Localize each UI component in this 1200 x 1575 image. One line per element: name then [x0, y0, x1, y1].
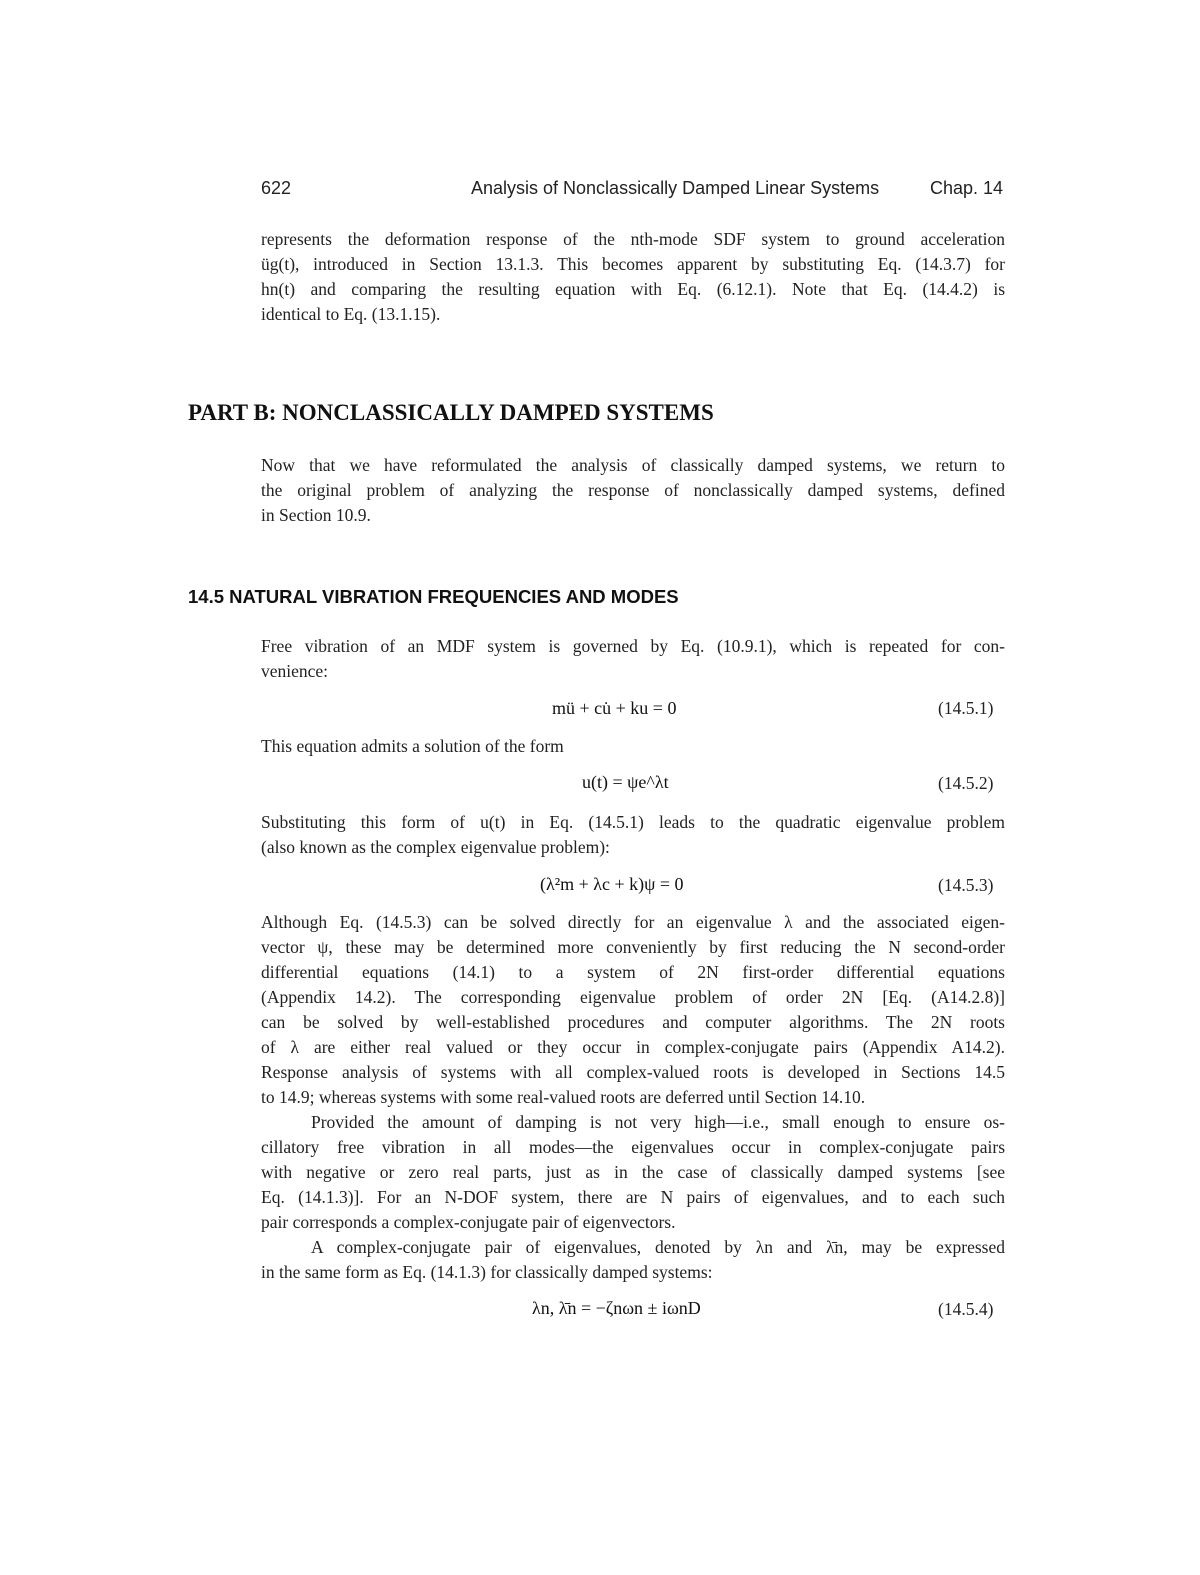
- equation: λn, λ̄n = −ζnωn ± iωnD: [532, 1298, 701, 1318]
- text-line: with negative or zero real parts, just as in the case of classically damped systems [see: [261, 1162, 1005, 1182]
- paragraph: [261, 734, 1005, 759]
- text-line: Although Eq. (14.5.3) can be solved directly for an eigenvalue λ and the associated eigen-: [261, 912, 1005, 932]
- equation-number: (14.5.4): [938, 1299, 994, 1319]
- text-line: in the same form as Eq. (14.1.3) for classically damped systems:: [261, 1262, 713, 1282]
- text-line: (Appendix 14.2). The corresponding eigenvalue problem of order 2N [Eq. (A14.2.8)]: [261, 987, 1005, 1007]
- text-line: the original problem of analyzing the response of nonclassically damped systems, defined: [261, 480, 1005, 500]
- equation-number: (14.5.2): [938, 773, 994, 793]
- text-line: Response analysis of systems with all complex-valued roots is developed in Sections 14.5: [261, 1062, 1005, 1082]
- running-title: Analysis of Nonclassically Damped Linear Systems: [471, 178, 880, 198]
- text-line: in Section 10.9.: [261, 505, 371, 525]
- part-b-paragraph: [261, 453, 1005, 528]
- equation: mü + cu̇ + ku = 0: [552, 698, 677, 718]
- equation: (λ²m + λc + k)ψ = 0: [540, 874, 684, 894]
- text-line: pair corresponds a complex-conjugate pair of eigenvectors.: [261, 1212, 676, 1232]
- paragraph: [261, 910, 1005, 1110]
- text-line: A complex-conjugate pair of eigenvalues, denoted by λn and λ̄n, may be expressed: [311, 1237, 1005, 1257]
- text-line: identical to Eq. (13.1.15).: [261, 304, 441, 324]
- equation: u(t) = ψe^λt: [582, 772, 669, 792]
- paragraph: [261, 810, 1005, 860]
- text-line: Now that we have reformulated the analysis of classically damped systems, we return to: [261, 455, 1005, 475]
- text-line: Free vibration of an MDF system is governed by Eq. (10.9.1), which is repeated for con-: [261, 636, 1005, 656]
- text-line: üg(t), introduced in Section 13.1.3. This becomes apparent by substituting Eq. (14.3.7) for: [261, 254, 1005, 274]
- text-line: represents the deformation response of the nth-mode SDF system to ground acceleration: [261, 229, 1005, 249]
- equation-number: (14.5.3): [938, 875, 994, 895]
- text-line: cillatory free vibration in all modes—the eigenvalues occur in complex-conjugate pairs: [261, 1137, 1005, 1157]
- text-line: Substituting this form of u(t) in Eq. (14.5.1) leads to the quadratic eigenvalue problem: [261, 812, 1005, 832]
- text-line: Eq. (14.1.3)]. For an N-DOF system, there are N pairs of eigenvalues, and to each such: [261, 1187, 1005, 1207]
- text-line: can be solved by well-established procedures and computer algorithms. The 2N roots: [261, 1012, 1005, 1032]
- text-line: differential equations (14.1) to a system of 2N first-order differential equations: [261, 962, 1005, 982]
- text-line: to 14.9; whereas systems with some real-valued roots are deferred until Section 14.10.: [261, 1087, 866, 1107]
- part-heading: PART B: NONCLASSICALLY DAMPED SYSTEMS: [188, 400, 714, 425]
- paragraph: [261, 634, 1005, 684]
- text-line: Provided the amount of damping is not very high—i.e., small enough to ensure os-: [311, 1112, 1005, 1132]
- equation-number: (14.5.1): [938, 698, 994, 718]
- paragraph: [261, 1110, 1005, 1235]
- chapter-label: Chap. 14: [930, 178, 1004, 198]
- paragraph: [261, 1235, 1005, 1285]
- text-line: This equation admits a solution of the form: [261, 736, 564, 756]
- section-heading: 14.5 NATURAL VIBRATION FREQUENCIES AND MODES: [188, 586, 679, 607]
- text-line: (also known as the complex eigenvalue problem):: [261, 837, 610, 857]
- page-number: 622: [261, 178, 292, 198]
- intro-paragraph: [261, 227, 1005, 327]
- text-line: of λ are either real valued or they occur in complex-conjugate pairs (Appendix A14.2).: [261, 1037, 1005, 1057]
- text-line: hn(t) and comparing the resulting equation with Eq. (6.12.1). Note that Eq. (14.4.2) is: [261, 279, 1005, 299]
- text-line: venience:: [261, 661, 329, 681]
- text-line: vector ψ, these may be determined more conveniently by first reducing the N second-order: [261, 937, 1005, 957]
